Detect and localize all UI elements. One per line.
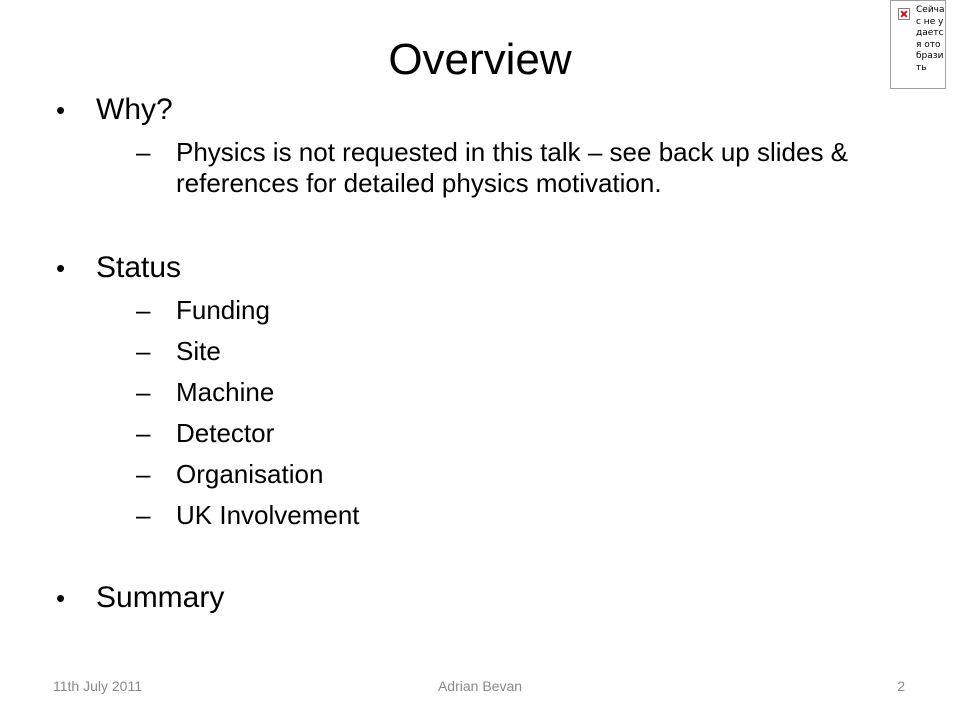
- sub-item: [96, 331, 876, 372]
- sub-item: [96, 495, 876, 536]
- bullet-icon: •: [56, 95, 66, 125]
- sub-item-text: Machine: [176, 377, 275, 407]
- bullet-icon: •: [56, 253, 66, 283]
- bullet-heading: Why?: [96, 93, 173, 126]
- dash-icon: –: [136, 459, 151, 489]
- sub-item: [96, 290, 876, 331]
- dash-icon: –: [136, 137, 151, 167]
- slide-title: Overview: [388, 35, 572, 84]
- footer-date: 11th July 2011: [53, 678, 142, 694]
- bullet-icon: •: [56, 583, 66, 613]
- dash-icon: –: [136, 295, 151, 325]
- broken-image-placeholder: [890, 0, 946, 89]
- sub-item: [96, 372, 876, 413]
- bullet-why: [56, 88, 876, 204]
- bullet-heading: Status: [96, 251, 182, 284]
- dash-icon: –: [136, 377, 151, 407]
- sub-item-text: UK Involvement: [176, 500, 360, 530]
- image-alt-text: Сейчас не удается отобразить: [916, 5, 945, 73]
- sub-item-text: Physics is not requested in this talk – see back up slides & references for detailed physics motivation.: [176, 137, 849, 198]
- footer-author: Adrian Bevan: [437, 678, 523, 694]
- sub-item-text: Site: [176, 336, 221, 366]
- dash-icon: –: [136, 336, 151, 366]
- sub-item: [96, 454, 876, 495]
- sub-item-text: Organisation: [176, 459, 324, 489]
- sub-item-text: Detector: [176, 418, 275, 448]
- sub-list: [96, 132, 876, 204]
- bullet-heading: Summary: [96, 581, 225, 614]
- broken-image-icon: [898, 8, 910, 20]
- sub-item-text: Funding: [176, 295, 270, 325]
- sub-item: [96, 413, 876, 454]
- dash-icon: –: [136, 418, 151, 448]
- bullet-summary: [56, 576, 876, 620]
- bullet-status: [56, 246, 876, 536]
- sub-item: [96, 132, 876, 204]
- sub-list: [96, 290, 876, 536]
- dash-icon: –: [136, 500, 151, 530]
- bullet-list: [56, 88, 876, 620]
- page-number: 2: [897, 678, 905, 694]
